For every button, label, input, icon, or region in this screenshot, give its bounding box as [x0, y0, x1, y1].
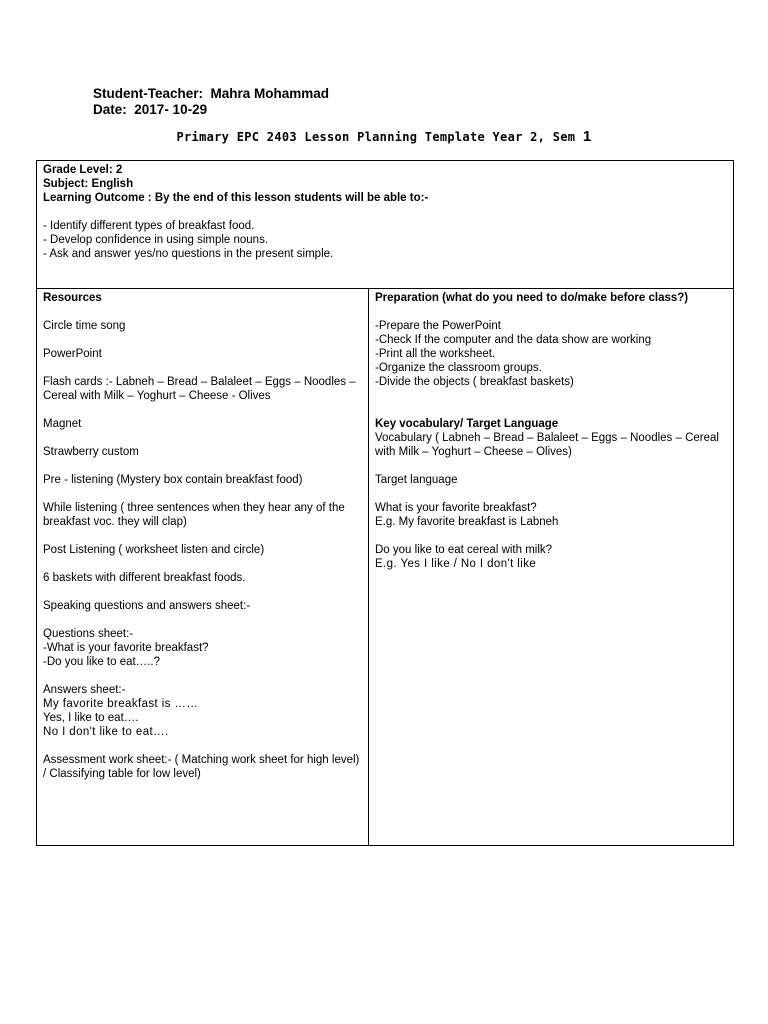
question-item: -What is your favorite breakfast? [43, 642, 209, 654]
resource-item: Magnet [43, 418, 82, 430]
resources-cell [37, 289, 369, 846]
objective-item: - Ask and answer yes/no questions in the present simple. [43, 248, 334, 260]
resource-item: While listening ( three sentences when they hear any of the breakfast voc. they will clap) [43, 502, 345, 528]
preparation-item: -Divide the objects ( breakfast baskets) [375, 376, 574, 388]
answer-item: No I don't like to eat…. [43, 726, 169, 738]
target-answer: E.g. Yes I like / No I don't like [375, 558, 537, 570]
preparation-item: -Check If the computer and the data show are working [375, 334, 652, 346]
question-item: -Do you like to eat…..? [43, 656, 160, 668]
preparation-item: -Prepare the PowerPoint [375, 320, 501, 332]
resource-item: PowerPoint [43, 348, 102, 360]
target-answer: E.g. My favorite breakfast is Labneh [375, 516, 559, 528]
resource-item: Pre - listening (Mystery box contain breakfast food) [43, 474, 303, 486]
title-text: Primary EPC 2403 Lesson Planning Template Year 2, Sem [176, 130, 576, 144]
document-header [93, 86, 329, 118]
resource-item: Post Listening ( worksheet listen and circle) [43, 544, 265, 556]
page-title [0, 128, 768, 145]
date-label: Date: [93, 102, 127, 117]
date-line [93, 102, 329, 118]
resource-item: Circle time song [43, 320, 126, 332]
target-question: What is your favorite breakfast? [375, 502, 537, 514]
questions-heading: Questions sheet:- [43, 628, 134, 640]
objective-item: - Develop confidence in using simple nouns. [43, 234, 269, 246]
resource-item: Assessment work sheet:- ( Matching work sheet for high level) / Classifying table for low level) [43, 754, 360, 780]
vocab-text: Vocabulary ( Labneh – Bread – Balaleet – Eggs – Noodles – Cereal with Milk – Yoghurt – Cheese – Olives) [375, 432, 719, 458]
grade-level: Grade Level: 2 [43, 164, 123, 176]
resource-item: 6 baskets with different breakfast foods. [43, 572, 246, 584]
preparation-item: -Print all the worksheet. [375, 348, 496, 360]
answer-item: Yes, I like to eat…. [43, 712, 139, 724]
answer-item: My favorite breakfast is …… [43, 698, 199, 710]
preparation-heading: Preparation (what do you need to do/make before class?) [375, 292, 689, 304]
student-teacher-label: Student-Teacher: [93, 86, 204, 101]
subject: Subject: English [43, 178, 134, 190]
vocab-heading: Key vocabulary/ Target Language [375, 418, 559, 430]
resource-item: Speaking questions and answers sheet:- [43, 600, 251, 612]
preparation-cell [369, 289, 734, 846]
target-question: Do you like to eat cereal with milk? [375, 544, 553, 556]
lesson-plan-table [36, 160, 734, 846]
answers-heading: Answers sheet:- [43, 684, 126, 696]
learning-outcome: Learning Outcome : By the end of this lesson students will be able to:- [43, 192, 429, 204]
resource-item: Strawberry custom [43, 446, 139, 458]
date-value: 2017- 10-29 [134, 102, 208, 117]
student-teacher-name: Mahra Mohammad [210, 86, 330, 101]
title-sem-number: 1 [582, 128, 592, 145]
lesson-overview-cell [37, 161, 734, 289]
target-language-label: Target language [375, 474, 458, 486]
student-teacher-line [93, 86, 329, 102]
objective-item: - Identify different types of breakfast food. [43, 220, 255, 232]
resources-heading: Resources [43, 292, 102, 304]
resource-item: Flash cards :- Labneh – Bread – Balaleet – Eggs – Noodles – Cereal with Milk – Yoghurt – Cheese - Olives [43, 376, 356, 402]
preparation-item: -Organize the classroom groups. [375, 362, 542, 374]
